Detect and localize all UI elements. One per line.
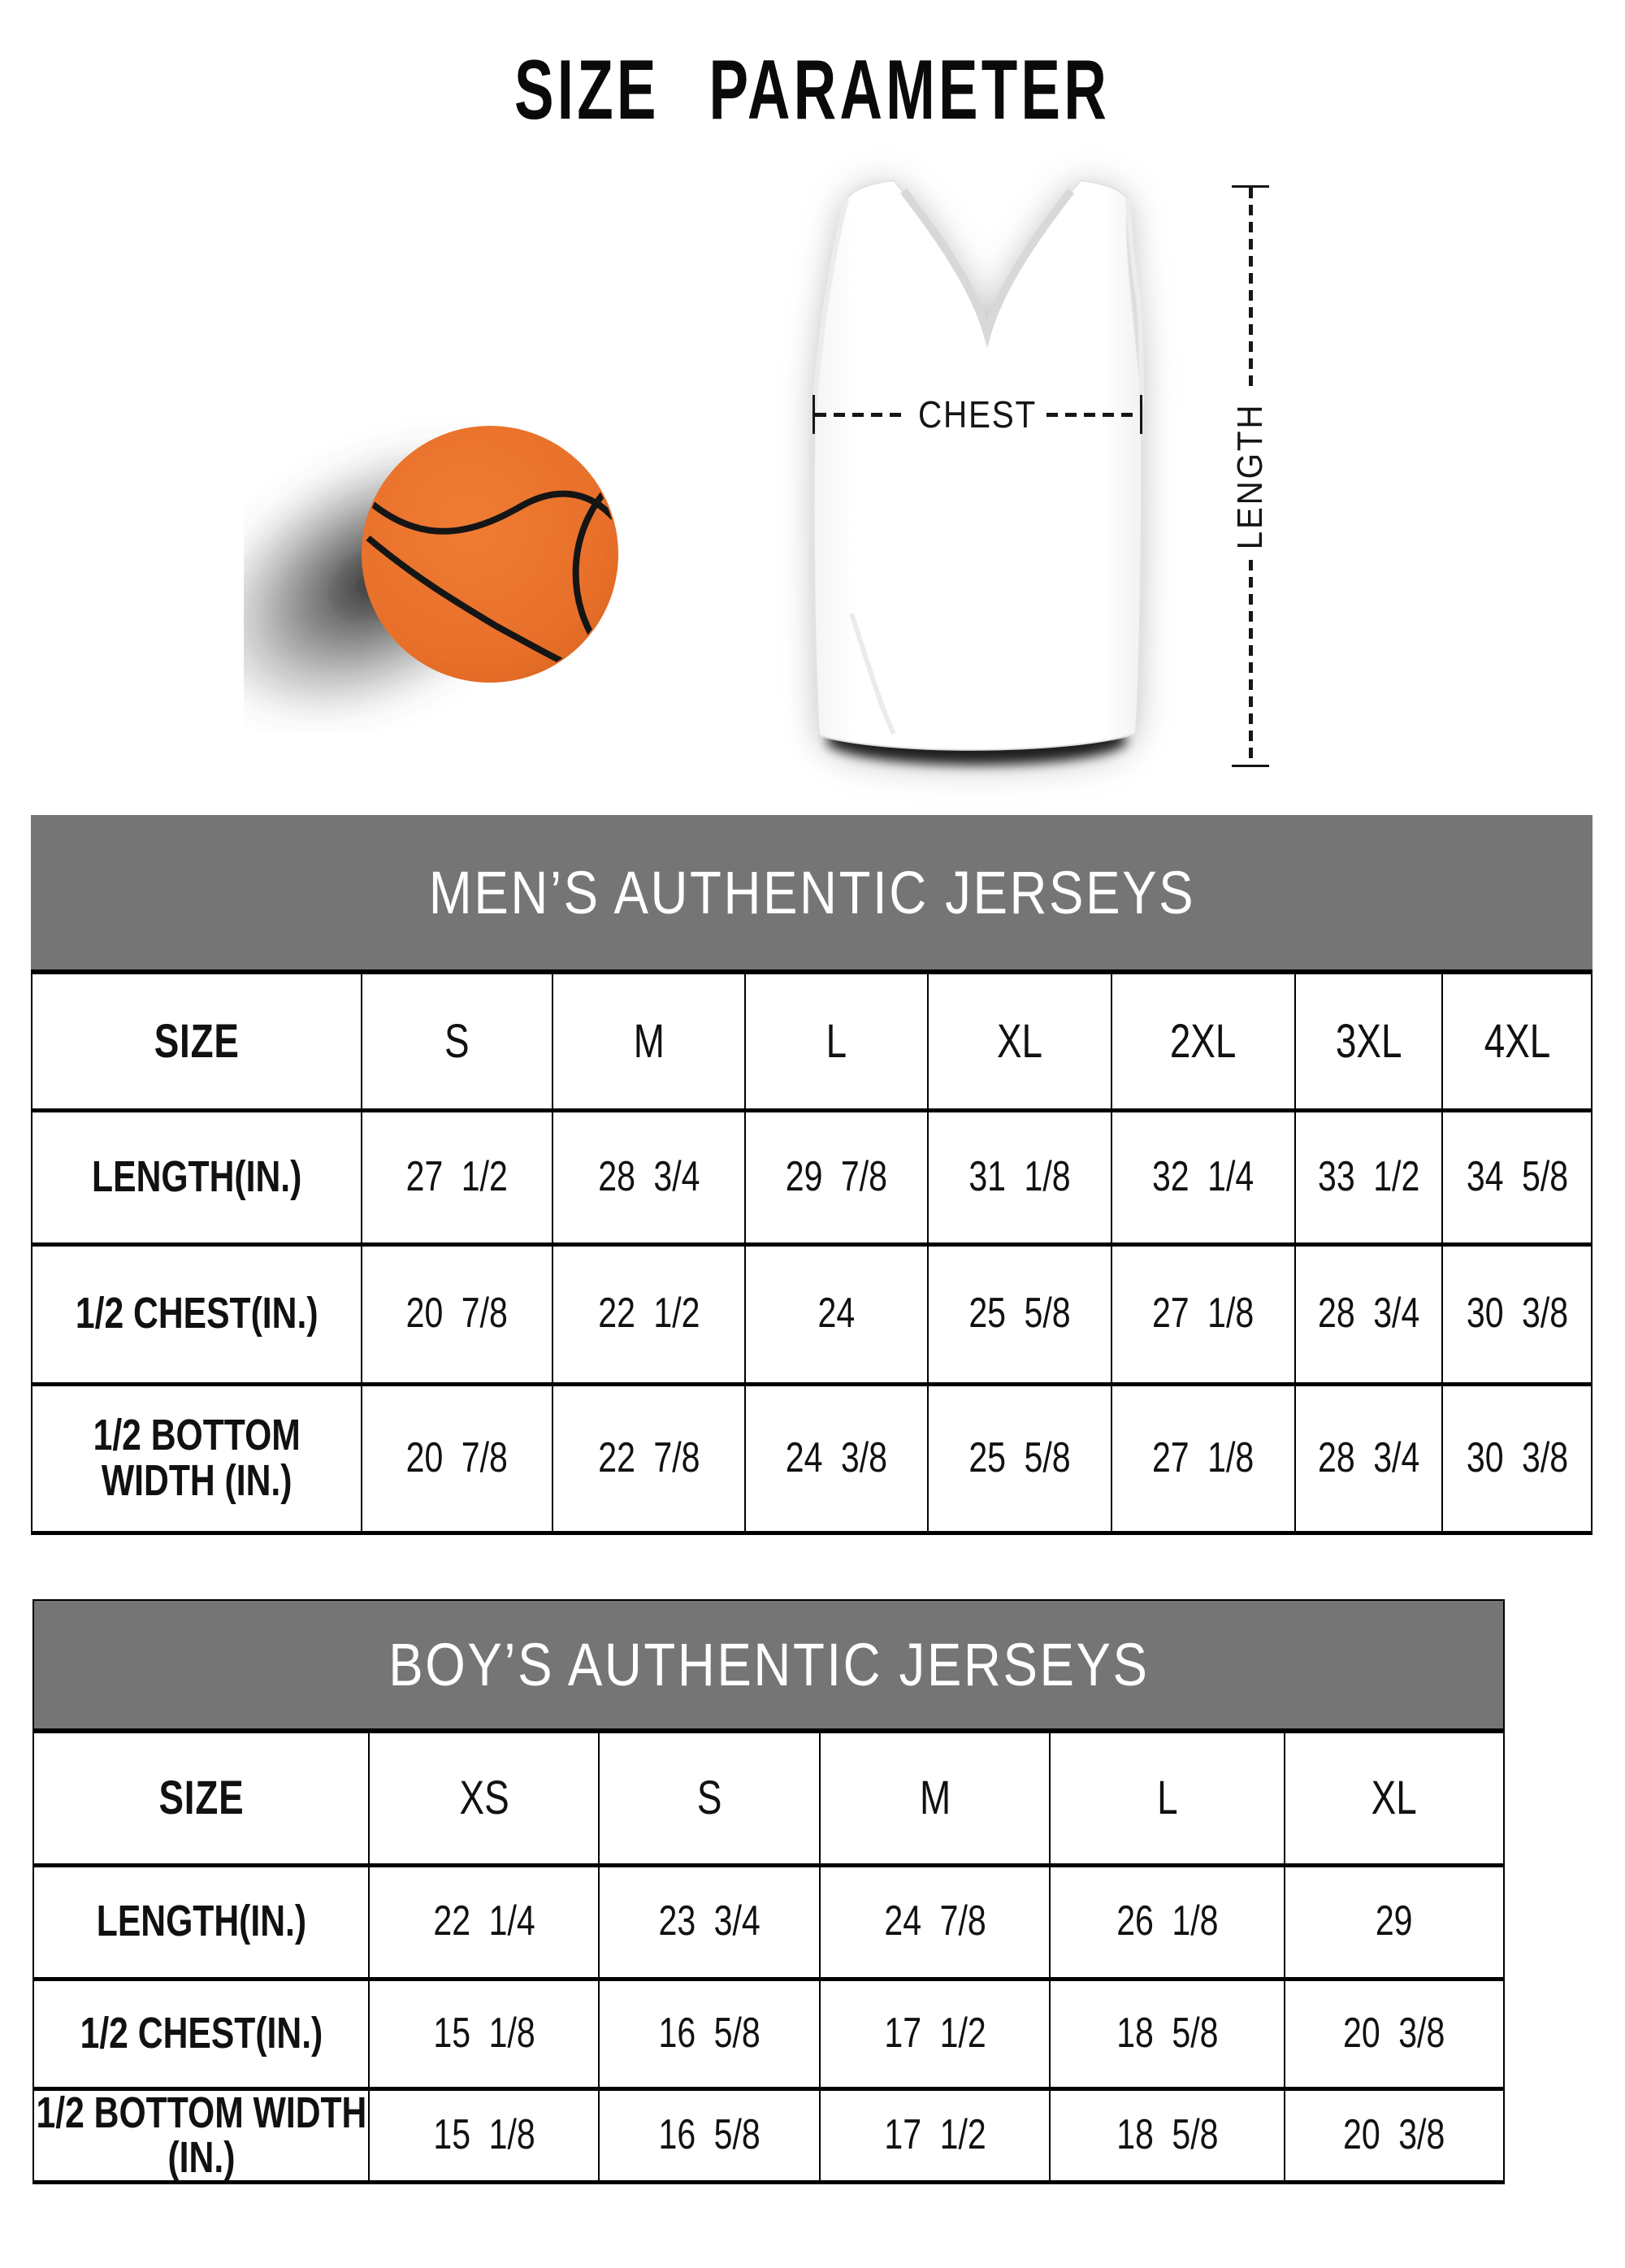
length-bottom-tick <box>1232 765 1269 767</box>
value-cell: 34 5/8 <box>1442 1110 1592 1244</box>
row-label-cell: 1/2 CHEST(IN.) <box>32 1244 362 1384</box>
value-cell: 30 3/8 <box>1442 1244 1592 1384</box>
boys-size-section <box>32 1599 1505 2184</box>
boys-header-row <box>33 1731 1504 1865</box>
chest-dash-right <box>1046 413 1140 417</box>
chest-dash-left <box>815 413 908 417</box>
value-cell: 22 7/8 <box>552 1384 745 1533</box>
value-cell: 25 5/8 <box>928 1244 1112 1384</box>
boys-col-s: S <box>599 1731 820 1865</box>
jersey-image <box>756 158 1194 784</box>
value-cell: 28 3/4 <box>1295 1384 1442 1533</box>
value-cell: 24 <box>745 1244 928 1384</box>
mens-col-s: S <box>362 972 553 1110</box>
value-cell: 17 1/2 <box>820 1979 1050 2088</box>
mens-col-l: L <box>745 972 928 1110</box>
boys-size-header-cell: SIZE <box>33 1731 369 1865</box>
boys-col-xs: XS <box>369 1731 599 1865</box>
mens-col-3xl: 3XL <box>1295 972 1442 1110</box>
mens-col-4xl: 4XL <box>1442 972 1592 1110</box>
value-cell: 20 7/8 <box>362 1244 553 1384</box>
value-cell: 22 1/4 <box>369 1865 599 1979</box>
value-cell: 20 7/8 <box>362 1384 553 1533</box>
mens-size-section <box>31 815 1592 1535</box>
boys-col-xl: XL <box>1285 1731 1504 1865</box>
value-cell: 33 1/2 <box>1295 1110 1442 1244</box>
length-dimension-line <box>1232 185 1269 767</box>
boys-col-l: L <box>1050 1731 1285 1865</box>
length-dash-bottom <box>1249 560 1253 765</box>
value-cell: 27 1/8 <box>1112 1384 1296 1533</box>
mens-size-header-cell: SIZE <box>32 972 362 1110</box>
chest-dimension-line <box>812 395 1142 434</box>
mens-table-header-band <box>31 815 1592 969</box>
mens-chest-row <box>32 1244 1592 1384</box>
boys-chest-row <box>33 1979 1504 2088</box>
value-cell: 28 3/4 <box>1295 1244 1442 1384</box>
value-cell: 26 1/8 <box>1050 1865 1285 1979</box>
mens-size-table <box>31 969 1592 1535</box>
length-label: LENGTH <box>1230 402 1270 550</box>
value-cell: 30 3/8 <box>1442 1384 1592 1533</box>
value-cell: 23 3/4 <box>599 1865 820 1979</box>
row-label-cell: LENGTH(IN.) <box>32 1110 362 1244</box>
basketball-icon <box>244 358 666 731</box>
value-cell: 18 5/8 <box>1050 1979 1285 2088</box>
mens-table-title: MEN’S AUTHENTIC JERSEYS <box>428 858 1195 926</box>
value-cell: 20 3/8 <box>1285 1979 1504 2088</box>
value-cell: 18 5/8 <box>1050 2088 1285 2182</box>
page-title-text: SIZE PARAMETER <box>514 43 1111 137</box>
row-label-cell: 1/2 BOTTOM WIDTH (IN.) <box>32 1384 362 1533</box>
value-cell: 32 1/4 <box>1112 1110 1296 1244</box>
measurement-diagram <box>0 98 1625 813</box>
boys-table-header-band <box>32 1599 1505 1728</box>
value-cell: 20 3/8 <box>1285 2088 1504 2182</box>
mens-col-m: M <box>552 972 745 1110</box>
value-cell: 22 1/2 <box>552 1244 745 1384</box>
value-cell: 16 5/8 <box>599 2088 820 2182</box>
length-label-holder <box>1232 392 1269 560</box>
mens-bottom-width-row <box>32 1384 1592 1533</box>
value-cell: 16 5/8 <box>599 1979 820 2088</box>
chest-label: CHEST <box>918 393 1037 436</box>
row-label-cell: 1/2 BOTTOM WIDTH (IN.) <box>33 2088 369 2182</box>
value-cell: 24 3/8 <box>745 1384 928 1533</box>
mens-length-row <box>32 1110 1592 1244</box>
value-cell: 27 1/2 <box>362 1110 553 1244</box>
boys-size-table <box>32 1728 1505 2184</box>
value-cell: 17 1/2 <box>820 2088 1050 2182</box>
value-cell: 29 7/8 <box>745 1110 928 1244</box>
row-label-cell: 1/2 CHEST(IN.) <box>33 1979 369 2088</box>
value-cell: 27 1/8 <box>1112 1244 1296 1384</box>
value-cell: 31 1/8 <box>928 1110 1112 1244</box>
value-cell: 25 5/8 <box>928 1384 1112 1533</box>
boys-bottom-width-row <box>33 2088 1504 2182</box>
length-dash-top <box>1249 188 1253 392</box>
chest-right-tick <box>1140 395 1142 434</box>
mens-col-2xl: 2XL <box>1112 972 1296 1110</box>
value-cell: 24 7/8 <box>820 1865 1050 1979</box>
value-cell: 15 1/8 <box>369 2088 599 2182</box>
boys-col-m: M <box>820 1731 1050 1865</box>
boys-table-title: BOY’S AUTHENTIC JERSEYS <box>388 1631 1150 1698</box>
mens-col-xl: XL <box>928 972 1112 1110</box>
boys-length-row <box>33 1865 1504 1979</box>
mens-header-row <box>32 972 1592 1110</box>
row-label-cell: LENGTH(IN.) <box>33 1865 369 1979</box>
jersey-body <box>814 180 1142 750</box>
value-cell: 29 <box>1285 1865 1504 1979</box>
value-cell: 15 1/8 <box>369 1979 599 2088</box>
value-cell: 28 3/4 <box>552 1110 745 1244</box>
